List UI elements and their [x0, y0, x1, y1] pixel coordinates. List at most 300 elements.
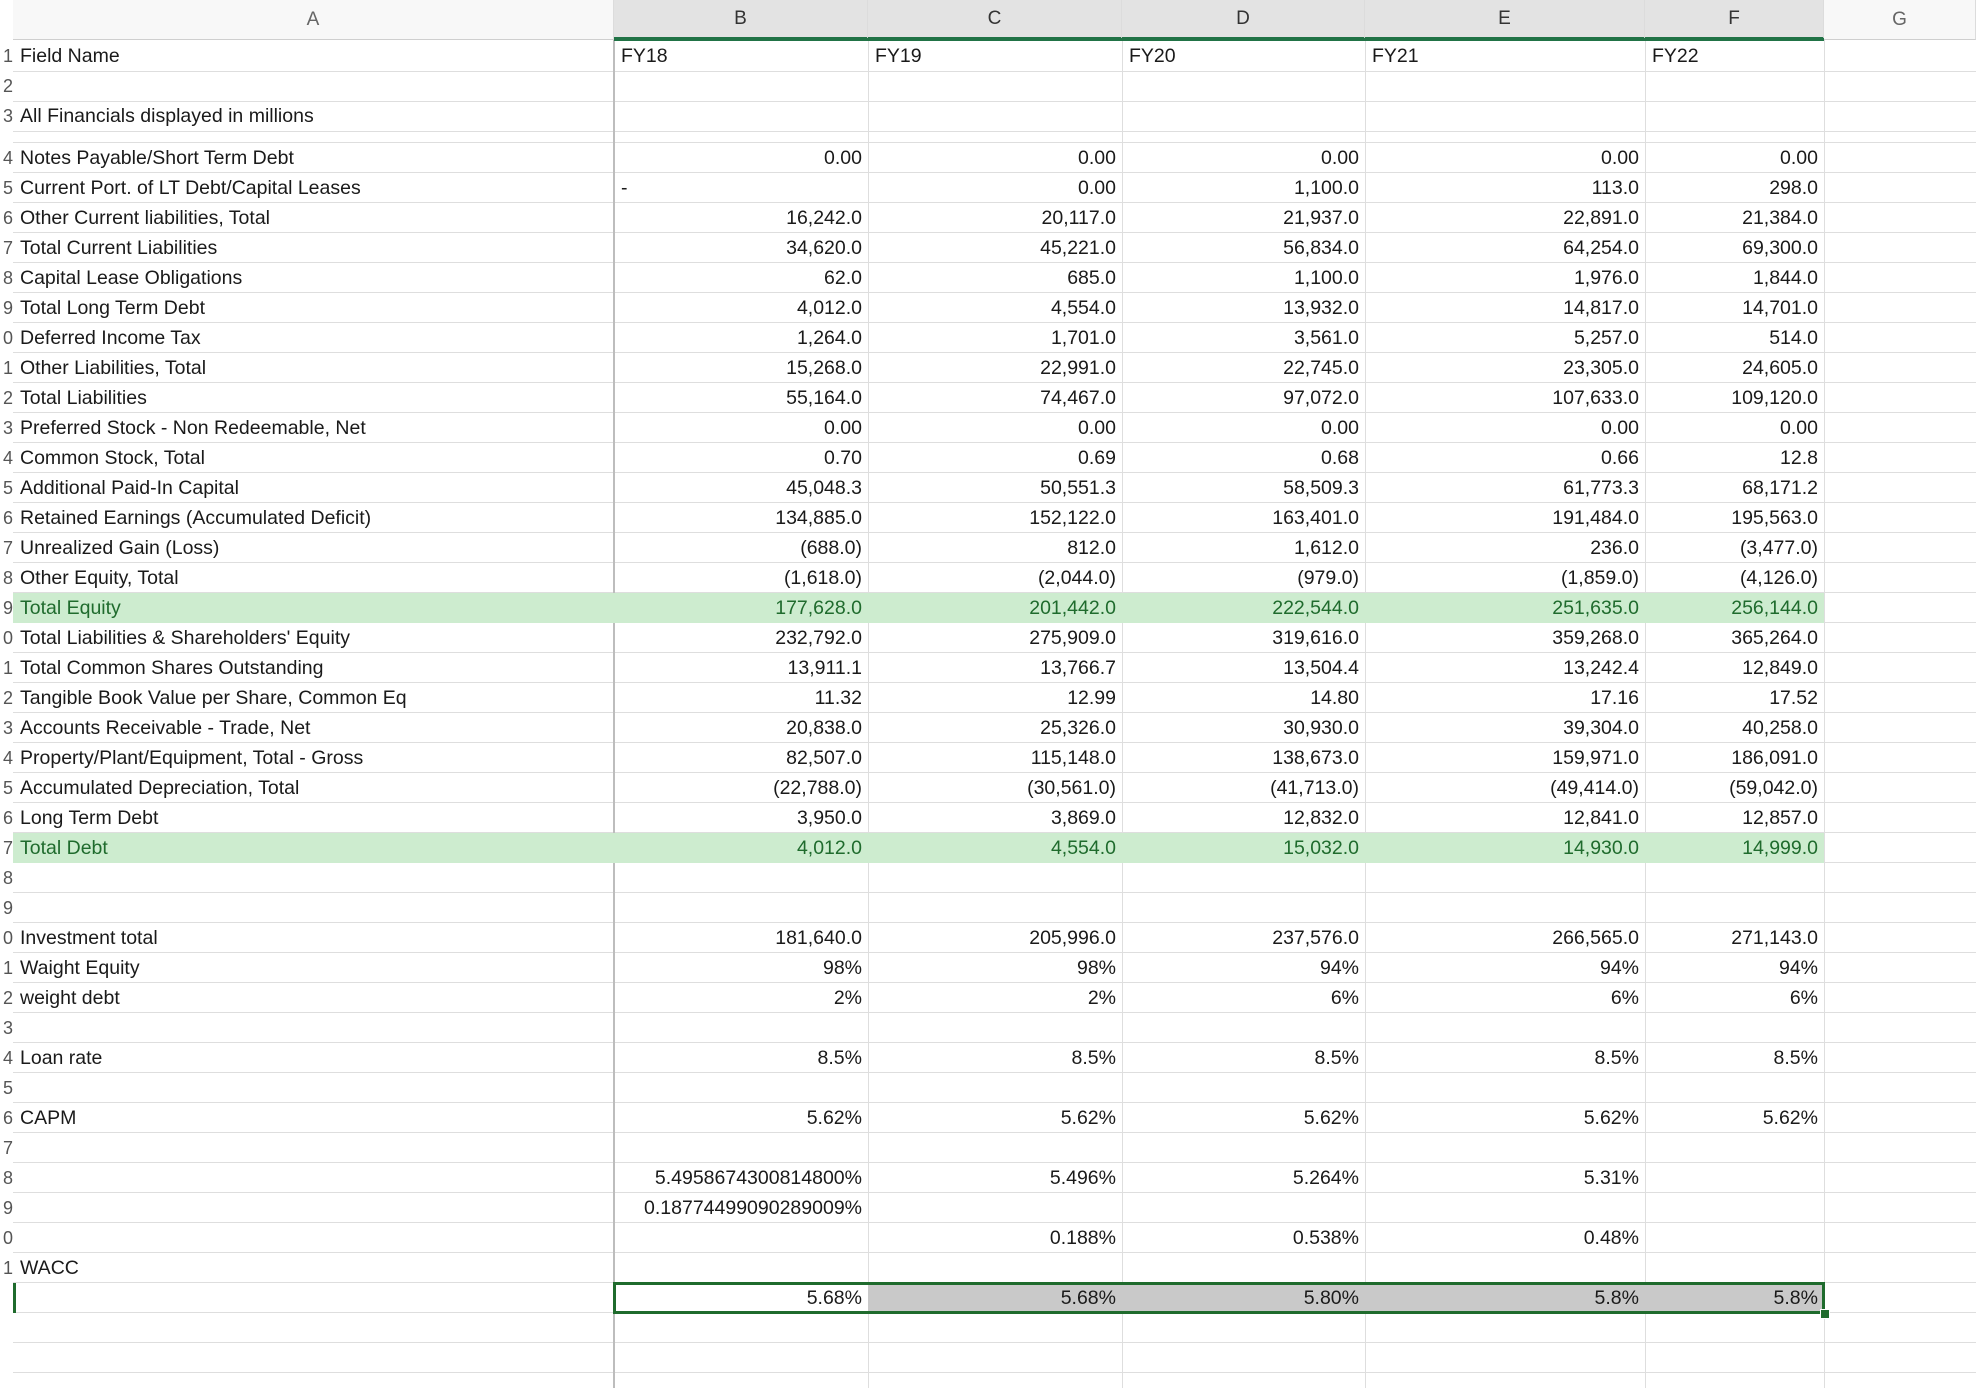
row-number[interactable]: 7 [2, 238, 13, 258]
value-cell[interactable] [1365, 1193, 1645, 1223]
value-cell[interactable]: 191,484.0 [1552, 507, 1639, 529]
value-cell[interactable]: (49,414.0) [1550, 777, 1639, 799]
row-number[interactable]: 4 [2, 1048, 13, 1068]
year-header-fy20[interactable]: FY20 [1129, 45, 1176, 67]
value-cell[interactable] [614, 1073, 868, 1103]
value-cell[interactable]: 39,304.0 [1563, 717, 1639, 739]
value-cell[interactable] [1365, 1343, 1645, 1373]
row-number[interactable]: 6 [2, 808, 13, 828]
row-number[interactable]: 3 [2, 718, 13, 738]
year-header-fy19[interactable]: FY19 [875, 45, 922, 67]
row-label[interactable] [13, 1223, 614, 1253]
value-cell[interactable] [1122, 1193, 1365, 1223]
value-cell[interactable]: 82,507.0 [786, 747, 862, 769]
value-cell[interactable] [1365, 1013, 1645, 1043]
value-cell[interactable]: 115,148.0 [1030, 747, 1116, 769]
value-cell[interactable]: 134,885.0 [775, 507, 862, 529]
value-cell[interactable]: 12,832.0 [1283, 807, 1359, 829]
value-cell[interactable]: 20,117.0 [1041, 207, 1116, 229]
value-cell[interactable]: 251,635.0 [1552, 597, 1639, 619]
row-label[interactable]: Other Liabilities, Total [20, 357, 207, 379]
value-cell[interactable]: 13,504.4 [1283, 657, 1359, 679]
row-number[interactable]: 1 [2, 358, 13, 378]
row-label[interactable]: Loan rate [20, 1047, 103, 1069]
value-cell[interactable]: 69,300.0 [1742, 237, 1818, 259]
column-header-g[interactable]: G [1824, 0, 1976, 40]
value-cell[interactable]: 5.62% [1060, 1107, 1116, 1129]
value-cell[interactable]: 5.264% [1292, 1167, 1359, 1189]
field-name-header[interactable]: Field Name [20, 45, 120, 67]
value-cell[interactable] [1122, 1313, 1365, 1343]
row-number[interactable]: 6 [2, 1108, 13, 1128]
row-label[interactable] [13, 1283, 614, 1313]
value-cell[interactable]: 5.68% [806, 1287, 862, 1309]
value-cell[interactable]: 21,937.0 [1283, 207, 1359, 229]
value-cell[interactable] [1645, 1013, 1824, 1043]
value-cell[interactable]: 1,100.0 [1293, 267, 1359, 289]
value-cell[interactable] [1645, 1073, 1824, 1103]
value-cell[interactable]: 5.8% [1773, 1287, 1818, 1309]
row-label[interactable]: Tangible Book Value per Share, Common Eq [20, 687, 407, 709]
value-cell[interactable] [868, 893, 1122, 923]
value-cell[interactable]: 0.00 [824, 147, 862, 169]
row-number[interactable]: 1 [2, 46, 13, 66]
value-cell[interactable]: 319,616.0 [1272, 627, 1359, 649]
row-number[interactable]: 4 [2, 748, 13, 768]
value-cell[interactable] [868, 1013, 1122, 1043]
value-cell[interactable] [868, 1253, 1122, 1283]
value-cell[interactable] [614, 1343, 868, 1373]
selected-range[interactable] [613, 1282, 1825, 1314]
year-header-fy18[interactable]: FY18 [621, 45, 668, 67]
value-cell[interactable] [1645, 863, 1824, 893]
row-number[interactable]: 1 [2, 1258, 13, 1278]
value-cell[interactable]: - [621, 177, 628, 199]
row-number[interactable]: 2 [2, 388, 13, 408]
value-cell[interactable]: 5.496% [1049, 1167, 1116, 1189]
row-number[interactable]: 9 [2, 298, 13, 318]
value-cell[interactable]: 5.62% [1303, 1107, 1359, 1129]
value-cell[interactable]: 1,844.0 [1752, 267, 1818, 289]
value-cell[interactable]: 0.00 [1321, 147, 1359, 169]
value-cell[interactable]: 68,171.2 [1742, 477, 1818, 499]
row-number[interactable]: 2 [2, 76, 13, 96]
row-label[interactable]: WACC [20, 1257, 79, 1279]
column-header-a[interactable]: A [13, 0, 614, 40]
row-label[interactable]: Notes Payable/Short Term Debt [20, 147, 294, 169]
row-number[interactable]: 7 [2, 1138, 13, 1158]
value-cell[interactable]: 0.00 [1078, 417, 1116, 439]
row-label[interactable]: Deferred Income Tax [20, 327, 201, 349]
value-cell[interactable]: (4,126.0) [1739, 567, 1818, 589]
value-cell[interactable]: 1,100.0 [1293, 177, 1359, 199]
row-number[interactable]: 1 [2, 958, 13, 978]
value-cell[interactable]: 30,930.0 [1283, 717, 1359, 739]
value-cell[interactable] [868, 1073, 1122, 1103]
row-label[interactable]: Accounts Receivable - Trade, Net [20, 717, 311, 739]
value-cell[interactable]: 1,976.0 [1573, 267, 1639, 289]
row-number[interactable]: 6 [2, 208, 13, 228]
value-cell[interactable]: 0.00 [1078, 177, 1116, 199]
value-cell[interactable]: 14,999.0 [1742, 837, 1818, 859]
value-cell[interactable] [1645, 1163, 1824, 1193]
column-header-d[interactable]: D [1122, 0, 1365, 40]
row-number[interactable]: 9 [2, 1198, 13, 1218]
value-cell[interactable]: (979.0) [1297, 567, 1359, 589]
row-label[interactable]: Long Term Debt [20, 807, 159, 829]
value-cell[interactable]: 94% [1778, 957, 1818, 979]
value-cell[interactable]: 14,930.0 [1563, 837, 1639, 859]
value-cell[interactable]: 6% [1610, 987, 1639, 1009]
row-label[interactable] [13, 1073, 614, 1103]
value-cell[interactable]: 4,012.0 [796, 837, 862, 859]
value-cell[interactable] [868, 1313, 1122, 1343]
row-number[interactable]: 0 [2, 928, 13, 948]
value-cell[interactable]: 8.5% [1773, 1047, 1818, 1069]
value-cell[interactable]: 195,563.0 [1731, 507, 1818, 529]
value-cell[interactable]: 5.31% [1583, 1167, 1639, 1189]
row-number[interactable]: 8 [2, 568, 13, 588]
row-label[interactable]: Current Port. of LT Debt/Capital Leases [20, 177, 361, 199]
row-label[interactable] [13, 1013, 614, 1043]
value-cell[interactable]: 6% [1330, 987, 1359, 1009]
value-cell[interactable]: 17.16 [1590, 687, 1639, 709]
value-cell[interactable]: 0.48% [1583, 1227, 1639, 1249]
value-cell[interactable]: 5.8% [1594, 1287, 1639, 1309]
value-cell[interactable]: (2,044.0) [1037, 567, 1116, 589]
row-label[interactable]: Other Equity, Total [20, 567, 179, 589]
row-number[interactable]: 5 [2, 478, 13, 498]
row-number[interactable]: 3 [2, 418, 13, 438]
value-cell[interactable]: 0.68 [1321, 447, 1359, 469]
row-number[interactable]: 3 [2, 1018, 13, 1038]
row-label[interactable] [13, 1313, 614, 1343]
value-cell[interactable]: 21,384.0 [1742, 207, 1818, 229]
row-label[interactable]: CAPM [20, 1107, 77, 1129]
value-cell[interactable]: (688.0) [800, 537, 862, 559]
value-cell[interactable]: 205,996.0 [1029, 927, 1116, 949]
value-cell[interactable]: 56,834.0 [1283, 237, 1359, 259]
value-cell[interactable]: 15,268.0 [786, 357, 862, 379]
value-cell[interactable]: 12.99 [1067, 687, 1116, 709]
row-label[interactable]: Preferred Stock - Non Redeemable, Net [20, 417, 366, 439]
value-cell[interactable] [1365, 1133, 1645, 1163]
value-cell[interactable]: 4,554.0 [1050, 297, 1116, 319]
value-cell[interactable]: 98% [822, 957, 862, 979]
year-header-fy21[interactable]: FY21 [1372, 45, 1419, 67]
value-cell[interactable] [1645, 1343, 1824, 1373]
value-cell[interactable]: 12,849.0 [1742, 657, 1818, 679]
row-number[interactable]: 0 [2, 328, 13, 348]
value-cell[interactable]: 0.00 [1601, 147, 1639, 169]
year-header-fy22[interactable]: FY22 [1652, 45, 1699, 67]
value-cell[interactable]: 236.0 [1590, 537, 1639, 559]
value-cell[interactable]: 5.4958674300814800% [654, 1167, 862, 1189]
value-cell[interactable]: 58,509.3 [1283, 477, 1359, 499]
value-cell[interactable] [614, 893, 868, 923]
row-number[interactable]: 7 [2, 838, 13, 858]
value-cell[interactable]: 0.00 [1780, 417, 1818, 439]
value-cell[interactable]: (1,618.0) [783, 567, 862, 589]
value-cell[interactable]: 22,891.0 [1563, 207, 1639, 229]
row-label[interactable]: Common Stock, Total [20, 447, 205, 469]
value-cell[interactable]: 0.70 [824, 447, 862, 469]
value-cell[interactable]: (1,859.0) [1560, 567, 1639, 589]
value-cell[interactable]: 11.32 [814, 687, 862, 709]
value-cell[interactable]: 22,745.0 [1283, 357, 1359, 379]
value-cell[interactable]: 50,551.3 [1040, 477, 1116, 499]
row-number[interactable]: 5 [2, 178, 13, 198]
value-cell[interactable]: 0.00 [1078, 147, 1116, 169]
value-cell[interactable]: 1,701.0 [1050, 327, 1116, 349]
value-cell[interactable]: 3,950.0 [796, 807, 862, 829]
value-cell[interactable]: 23,305.0 [1563, 357, 1639, 379]
value-cell[interactable]: 0.00 [1780, 147, 1818, 169]
row-number[interactable]: 6 [2, 508, 13, 528]
value-cell[interactable]: 113.0 [1591, 177, 1639, 199]
value-cell[interactable]: 107,633.0 [1552, 387, 1639, 409]
row-label[interactable]: Other Current liabilities, Total [20, 207, 270, 229]
value-cell[interactable]: 45,048.3 [786, 477, 862, 499]
value-cell[interactable]: 61,773.3 [1563, 477, 1639, 499]
value-cell[interactable]: 0.00 [824, 417, 862, 439]
value-cell[interactable]: 25,326.0 [1040, 717, 1116, 739]
value-cell[interactable] [1365, 1253, 1645, 1283]
value-cell[interactable]: 298.0 [1769, 177, 1818, 199]
value-cell[interactable]: 5,257.0 [1573, 327, 1639, 349]
row-number[interactable]: 4 [2, 448, 13, 468]
value-cell[interactable]: 2% [1087, 987, 1116, 1009]
value-cell[interactable]: 201,442.0 [1029, 597, 1116, 619]
value-cell[interactable]: 5.80% [1303, 1287, 1359, 1309]
value-cell[interactable]: 138,673.0 [1272, 747, 1359, 769]
row-label[interactable]: Total Long Term Debt [20, 297, 205, 319]
value-cell[interactable] [1122, 1133, 1365, 1163]
value-cell[interactable]: 271,143.0 [1731, 927, 1818, 949]
value-cell[interactable]: 6% [1789, 987, 1818, 1009]
row-label[interactable]: Total Equity [20, 597, 121, 619]
value-cell[interactable]: 0.538% [1292, 1227, 1359, 1249]
value-cell[interactable] [1645, 1133, 1824, 1163]
value-cell[interactable] [614, 1013, 868, 1043]
value-cell[interactable]: 159,971.0 [1552, 747, 1639, 769]
value-cell[interactable]: 237,576.0 [1272, 927, 1359, 949]
value-cell[interactable]: 12,841.0 [1563, 807, 1639, 829]
value-cell[interactable]: 97,072.0 [1283, 387, 1359, 409]
value-cell[interactable]: (41,713.0) [1270, 777, 1359, 799]
row-number[interactable]: 3 [2, 106, 13, 126]
value-cell[interactable]: 14,701.0 [1742, 297, 1818, 319]
column-header-e[interactable]: E [1365, 0, 1645, 40]
value-cell[interactable]: 514.0 [1769, 327, 1818, 349]
value-cell[interactable] [614, 1223, 868, 1253]
value-cell[interactable]: 55,164.0 [786, 387, 862, 409]
value-cell[interactable]: (22,788.0) [773, 777, 862, 799]
value-cell[interactable]: (30,561.0) [1027, 777, 1116, 799]
row-label[interactable] [13, 863, 614, 893]
value-cell[interactable]: 45,221.0 [1040, 237, 1116, 259]
value-cell[interactable]: 16,242.0 [786, 207, 862, 229]
value-cell[interactable]: 13,766.7 [1040, 657, 1116, 679]
value-cell[interactable] [1122, 893, 1365, 923]
value-cell[interactable]: 62.0 [824, 267, 862, 289]
row-label[interactable]: Waight Equity [20, 957, 140, 979]
value-cell[interactable] [1645, 1193, 1824, 1223]
row-label[interactable]: Accumulated Depreciation, Total [20, 777, 300, 799]
column-header-f[interactable]: F [1645, 0, 1824, 40]
value-cell[interactable]: 12.8 [1780, 447, 1818, 469]
row-label[interactable]: weight debt [20, 987, 120, 1009]
value-cell[interactable]: 5.62% [806, 1107, 862, 1129]
value-cell[interactable]: 177,628.0 [775, 597, 862, 619]
value-cell[interactable]: 17.52 [1769, 687, 1818, 709]
value-cell[interactable]: 98% [1076, 957, 1116, 979]
value-cell[interactable]: 13,911.1 [787, 657, 862, 679]
value-cell[interactable]: 5.68% [1060, 1287, 1116, 1309]
value-cell[interactable]: 186,091.0 [1731, 747, 1818, 769]
value-cell[interactable]: 1,612.0 [1293, 537, 1359, 559]
units-note[interactable]: All Financials displayed in millions [20, 105, 314, 127]
value-cell[interactable]: 256,144.0 [1731, 597, 1818, 619]
row-label[interactable]: Total Common Shares Outstanding [20, 657, 324, 679]
row-label[interactable]: Total Liabilities & Shareholders' Equity [20, 627, 350, 649]
value-cell[interactable]: 14.80 [1310, 687, 1359, 709]
row-label[interactable]: Additional Paid-In Capital [20, 477, 239, 499]
value-cell[interactable]: 34,620.0 [786, 237, 862, 259]
value-cell[interactable]: 12,857.0 [1742, 807, 1818, 829]
value-cell[interactable]: 22,991.0 [1040, 357, 1116, 379]
value-cell[interactable]: 222,544.0 [1272, 597, 1359, 619]
value-cell[interactable] [868, 1193, 1122, 1223]
row-number[interactable]: 0 [2, 1228, 13, 1248]
value-cell[interactable] [1645, 1313, 1824, 1343]
value-cell[interactable]: 5.62% [1583, 1107, 1639, 1129]
row-label[interactable]: Total Liabilities [20, 387, 147, 409]
row-number[interactable]: 5 [2, 1078, 13, 1098]
row-number[interactable]: 2 [2, 988, 13, 1008]
row-label[interactable]: Capital Lease Obligations [20, 267, 243, 289]
value-cell[interactable]: 14,817.0 [1563, 297, 1639, 319]
row-number[interactable]: 9 [2, 898, 13, 918]
value-cell[interactable] [1122, 1013, 1365, 1043]
value-cell[interactable]: 365,264.0 [1731, 627, 1818, 649]
value-cell[interactable]: 3,869.0 [1050, 807, 1116, 829]
value-cell[interactable]: 8.5% [1071, 1047, 1116, 1069]
value-cell[interactable]: 685.0 [1067, 267, 1116, 289]
row-label[interactable] [13, 1193, 614, 1223]
row-number[interactable]: 7 [2, 538, 13, 558]
row-label[interactable] [13, 1343, 614, 1373]
row-label[interactable]: Property/Plant/Equipment, Total - Gross [20, 747, 364, 769]
value-cell[interactable] [1365, 1073, 1645, 1103]
row-number[interactable]: 2 [2, 688, 13, 708]
value-cell[interactable]: 0.69 [1078, 447, 1116, 469]
value-cell[interactable]: 0.00 [1601, 417, 1639, 439]
value-cell[interactable]: 94% [1319, 957, 1359, 979]
value-cell[interactable] [614, 1253, 868, 1283]
value-cell[interactable]: 109,120.0 [1731, 387, 1818, 409]
value-cell[interactable]: 1,264.0 [796, 327, 862, 349]
value-cell[interactable]: 8.5% [1314, 1047, 1359, 1069]
value-cell[interactable] [614, 863, 868, 893]
value-cell[interactable]: (59,042.0) [1729, 777, 1818, 799]
value-cell[interactable]: (3,477.0) [1739, 537, 1818, 559]
row-number[interactable]: 8 [2, 1168, 13, 1188]
value-cell[interactable]: 3,561.0 [1293, 327, 1359, 349]
row-label[interactable]: Investment total [20, 927, 158, 949]
row-number[interactable]: 8 [2, 868, 13, 888]
row-number[interactable]: 4 [2, 148, 13, 168]
value-cell[interactable] [868, 863, 1122, 893]
row-number[interactable]: 0 [2, 628, 13, 648]
value-cell[interactable] [1122, 1343, 1365, 1373]
value-cell[interactable]: 4,012.0 [796, 297, 862, 319]
value-cell[interactable]: 0.66 [1601, 447, 1639, 469]
column-header-c[interactable]: C [868, 0, 1122, 40]
row-label[interactable]: Total Debt [20, 837, 108, 859]
row-label[interactable] [13, 893, 614, 923]
value-cell[interactable] [614, 1313, 868, 1343]
row-number[interactable]: 9 [2, 598, 13, 618]
row-number[interactable]: 8 [2, 268, 13, 288]
value-cell[interactable]: 163,401.0 [1272, 507, 1359, 529]
row-label[interactable]: Unrealized Gain (Loss) [20, 537, 220, 559]
value-cell[interactable] [868, 1133, 1122, 1163]
value-cell[interactable]: 266,565.0 [1552, 927, 1639, 949]
value-cell[interactable] [1365, 893, 1645, 923]
value-cell[interactable]: 20,838.0 [786, 717, 862, 739]
value-cell[interactable]: 8.5% [817, 1047, 862, 1069]
value-cell[interactable] [1122, 1073, 1365, 1103]
value-cell[interactable]: 8.5% [1594, 1047, 1639, 1069]
value-cell[interactable]: 74,467.0 [1040, 387, 1116, 409]
value-cell[interactable] [1122, 1253, 1365, 1283]
value-cell[interactable]: 94% [1599, 957, 1639, 979]
value-cell[interactable] [614, 1133, 868, 1163]
value-cell[interactable] [1122, 863, 1365, 893]
value-cell[interactable] [868, 1343, 1122, 1373]
value-cell[interactable]: 0.18774499090289009% [644, 1197, 862, 1219]
value-cell[interactable]: 40,258.0 [1742, 717, 1818, 739]
column-header-b[interactable]: B [614, 0, 868, 40]
value-cell[interactable]: 0.00 [1321, 417, 1359, 439]
value-cell[interactable]: 24,605.0 [1742, 357, 1818, 379]
value-cell[interactable] [1645, 1223, 1824, 1253]
value-cell[interactable]: 152,122.0 [1029, 507, 1116, 529]
row-label[interactable] [13, 1163, 614, 1193]
value-cell[interactable]: 15,032.0 [1283, 837, 1359, 859]
value-cell[interactable]: 0.188% [1049, 1227, 1116, 1249]
value-cell[interactable]: 64,254.0 [1563, 237, 1639, 259]
value-cell[interactable] [1365, 1313, 1645, 1343]
row-number[interactable]: 1 [2, 658, 13, 678]
value-cell[interactable]: 2% [833, 987, 862, 1009]
value-cell[interactable]: 812.0 [1067, 537, 1116, 559]
value-cell[interactable]: 5.62% [1762, 1107, 1818, 1129]
row-number[interactable]: 5 [2, 778, 13, 798]
row-label[interactable] [13, 1133, 614, 1163]
row-label[interactable]: Total Current Liabilities [20, 237, 218, 259]
value-cell[interactable]: 4,554.0 [1050, 837, 1116, 859]
value-cell[interactable] [1365, 863, 1645, 893]
value-cell[interactable]: 181,640.0 [775, 927, 862, 949]
value-cell[interactable] [1645, 1253, 1824, 1283]
value-cell[interactable] [1645, 893, 1824, 923]
value-cell[interactable]: 13,932.0 [1283, 297, 1359, 319]
value-cell[interactable]: 275,909.0 [1029, 627, 1116, 649]
value-cell[interactable]: 359,268.0 [1552, 627, 1639, 649]
row-label[interactable]: Retained Earnings (Accumulated Deficit) [20, 507, 372, 529]
